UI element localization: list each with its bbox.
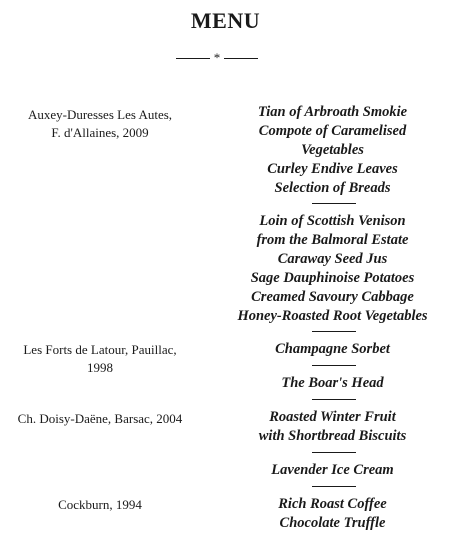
ornament-line-right	[224, 58, 258, 59]
course-separator	[312, 365, 356, 366]
wine-line: F. d'Allaines, 2009	[51, 125, 149, 140]
wine-line: Auxey-Duresses Les Autes,	[27, 107, 173, 122]
wine-line: Cockburn, 1994	[58, 497, 142, 512]
course-dessert	[220, 408, 445, 446]
course-ice-cream	[220, 461, 445, 480]
dish-item: Roasted Winter Fruit	[269, 409, 396, 425]
course-sorbet	[220, 340, 445, 359]
ornament-line-left	[176, 58, 210, 59]
wine-line: Ch. Doisy-Daëne, Barsac, 2004	[17, 411, 183, 426]
wine-line: 1998	[87, 360, 113, 375]
wine-pairing	[0, 106, 200, 142]
course-main	[220, 212, 445, 326]
dish-item: Compote of Caramelised	[258, 123, 407, 139]
course-separator	[312, 399, 356, 400]
course-separator	[312, 203, 356, 204]
dish-item: Champagne Sorbet	[275, 341, 390, 357]
course-separator	[312, 486, 356, 487]
dish-item: Creamed Savoury Cabbage	[251, 289, 414, 305]
dish-item: Loin of Scottish Venison	[259, 213, 406, 229]
menu-title: MENU	[190, 8, 261, 33]
course-separator	[312, 452, 356, 453]
title-ornament	[176, 50, 258, 64]
dish-item: Selection of Breads	[274, 180, 391, 196]
course-starter	[220, 103, 445, 198]
dish-item: Honey-Roasted Root Vegetables	[237, 308, 428, 324]
dish-item: Caraway Seed Jus	[277, 251, 388, 267]
wine-pairing	[0, 341, 200, 377]
dish-item: from the Balmoral Estate	[256, 232, 409, 248]
wine-pairing	[0, 410, 200, 428]
dish-item: Sage Dauphinoise Potatoes	[250, 270, 415, 286]
star-icon: *	[213, 50, 221, 65]
dish-item: Curley Endive Leaves	[267, 161, 398, 177]
wine-line: Les Forts de Latour, Pauillac,	[23, 342, 177, 357]
dish-item: Chocolate Truffle	[279, 515, 386, 531]
course-boars-head	[220, 374, 445, 393]
dish-item: Vegetables	[301, 142, 364, 158]
wine-pairing	[0, 496, 200, 514]
course-coffee	[220, 495, 445, 533]
dish-item: The Boar's Head	[281, 375, 384, 391]
dish-item: Rich Roast Coffee	[278, 496, 387, 512]
dish-item: with Shortbread Biscuits	[258, 428, 407, 444]
dish-item: Lavender Ice Cream	[271, 462, 394, 478]
course-separator	[312, 331, 356, 332]
dish-item: Tian of Arbroath Smokie	[257, 104, 408, 120]
